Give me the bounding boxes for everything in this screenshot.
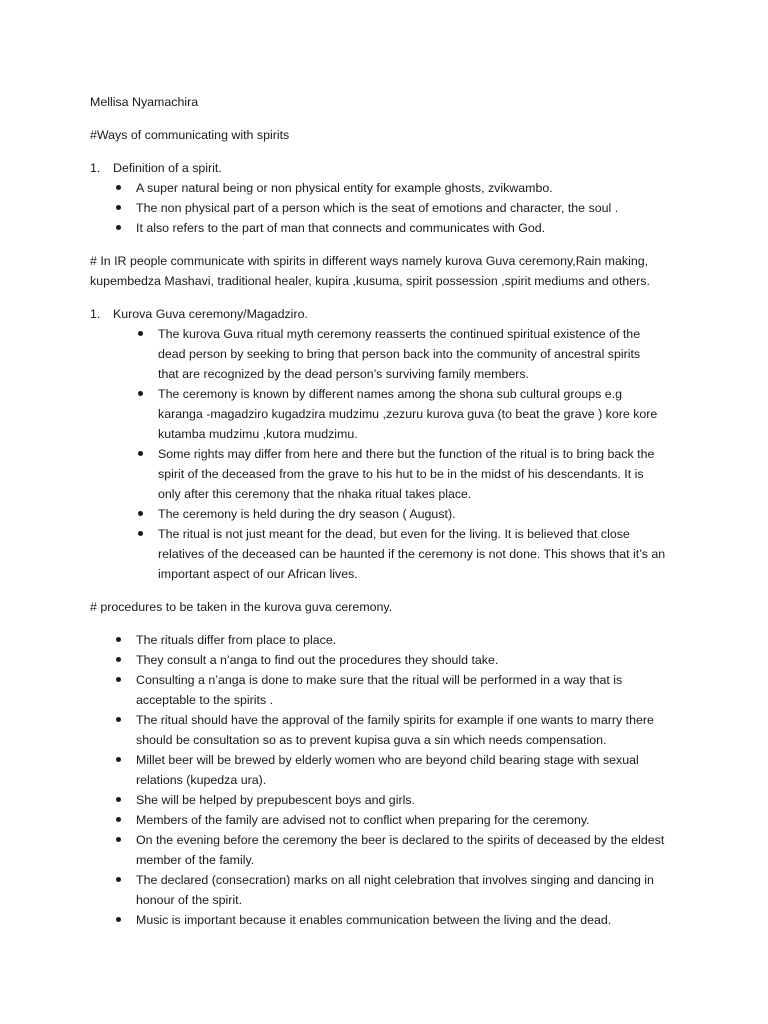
bullet-icon (138, 331, 143, 336)
procedure-line: Members of the family are advised not to conflict when preparing for the ceremony. (136, 813, 590, 827)
procedure-line: They consult a n’anga to find out the procedures they should take. (136, 653, 499, 667)
procedure-line: honour of the spirit. (136, 893, 243, 907)
section2-bullet-line: The ceremony is held during the dry season ( August). (158, 507, 456, 521)
section1-number: 1. (90, 161, 101, 175)
bullet-icon (116, 877, 121, 882)
bullet-icon (138, 451, 143, 456)
section2-bullet-line: that are recognized by the dead person’s surviving family members. (158, 367, 529, 381)
bullet-icon (116, 637, 121, 642)
section1-bullet: It also refers to the part of man that connects and communicates with God. (136, 221, 546, 235)
section1-bullet: The non physical part of a person which is the seat of emotions and character, the soul . (136, 201, 619, 215)
section1-bullet: A super natural being or non physical entity for example ghosts, zvikwambo. (136, 181, 553, 195)
procedure-line: should be consultation so as to prevent kupisa guva a sin which needs compensation. (136, 733, 607, 747)
bullet-icon (116, 717, 121, 722)
bullet-icon (116, 205, 121, 210)
section2-bullet-line: Some rights may differ from here and there but the function of the ritual is to bring back the (158, 447, 655, 461)
section2-bullet-line: only after this ceremony that the nhaka ritual takes place. (158, 487, 472, 501)
procedure-line: She will be helped by prepubescent boys and girls. (136, 793, 415, 807)
section2-bullet-line: The ritual is not just meant for the dead, but even for the living. It is believed that close (158, 527, 630, 541)
procedure-line: Music is important because it enables communication between the living and the dead. (136, 913, 612, 927)
procedure-line: member of the family. (136, 853, 255, 867)
section2-bullet-line: kutamba mudzimu ,kutora mudzimu. (158, 427, 358, 441)
bullet-icon (138, 531, 143, 536)
bullet-icon (116, 917, 121, 922)
procedure-line: On the evening before the ceremony the beer is declared to the spirits of deceased by the eldest (136, 833, 665, 847)
section1-title: Definition of a spirit. (113, 161, 222, 175)
section2-bullet-line: The ceremony is known by different names among the shona sub cultural groups e.g (158, 387, 622, 401)
section2-bullet-line: dead person by seeking to bring that person back into the community of ancestral spirits (158, 347, 641, 361)
bullet-icon (116, 225, 121, 230)
bullet-icon (116, 837, 121, 842)
section2-bullet-line: spirit of the deceased from the grave to his hut to be in the midst of his descendants. It is (158, 467, 644, 481)
procedure-line: The ritual should have the approval of the family spirits for example if one wants to marry there (136, 713, 654, 727)
bullet-icon (116, 797, 121, 802)
procedure-line: Consulting a n’anga is done to make sure that the ritual will be performed in a way that is (136, 673, 623, 687)
procedure-line: relations (kupedza ura). (136, 773, 267, 787)
section2-bullet-line: The kurova Guva ritual myth ceremony reasserts the continued spiritual existence of the (158, 327, 641, 341)
bullet-icon (116, 677, 121, 682)
procedure-line: Millet beer will be brewed by elderly women who are beyond child bearing stage with sexual (136, 753, 639, 767)
procedure-line: The rituals differ from place to place. (136, 633, 337, 647)
bullet-icon (138, 391, 143, 396)
section2-bullet-line: karanga -magadziro kugadzira mudzimu ,zezuru kurova guva (to beat the grave ) kore kore (158, 407, 658, 421)
intro-line: kupembedza Mashavi, traditional healer, kupira ,kusuma, spirit possession ,spirit mediums and others. (90, 274, 650, 288)
heading-ways: #Ways of communicating with spirits (90, 128, 290, 142)
bullet-icon (138, 511, 143, 516)
procedure-line: The declared (consecration) marks on all night celebration that involves singing and dancing in (136, 873, 654, 887)
section2-bullet-line: important aspect of our African lives. (158, 567, 358, 581)
section2-title: Kurova Guva ceremony/Magadziro. (113, 307, 308, 321)
section2-bullet-line: relatives of the deceased can be haunted if the ceremony is not done. This shows that it’s an (158, 547, 666, 561)
bullet-icon (116, 817, 121, 822)
bullet-icon (116, 185, 121, 190)
author-name: Mellisa Nyamachira (90, 95, 199, 109)
bullet-icon (116, 757, 121, 762)
intro-line: # In IR people communicate with spirits in different ways namely kurova Guva ceremony,Rain making, (90, 254, 649, 268)
section2-number: 1. (90, 307, 101, 321)
bullet-icon (116, 657, 121, 662)
procedures-heading: # procedures to be taken in the kurova guva ceremony. (90, 600, 393, 614)
procedure-line: acceptable to the spirits . (136, 693, 274, 707)
